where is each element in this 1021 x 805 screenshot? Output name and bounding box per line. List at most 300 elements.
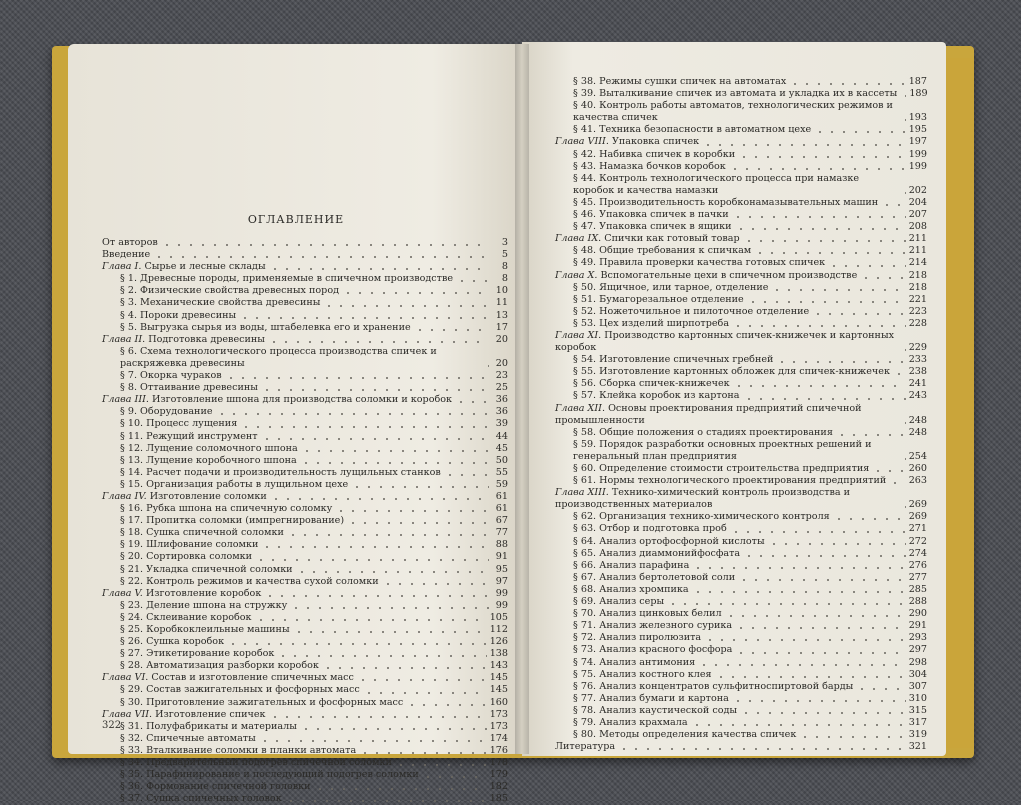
- toc-entry-text: [120, 721, 297, 733]
- toc-entry-title: § 2. Физические свойства древесных пород: [120, 285, 340, 297]
- toc-entry-text: [555, 330, 897, 354]
- toc-entry-title: § 29. Состав зажигательных и фосфорных масс: [120, 684, 360, 696]
- dot-leader: [814, 125, 905, 134]
- dot-leader: [382, 577, 489, 586]
- toc-entry-title: § 66. Анализ парафина: [573, 559, 690, 571]
- toc-page-number: 39: [495, 418, 508, 430]
- toc-entry: [555, 294, 927, 306]
- toc-entry-title: § 13. Лущение коробочного шпона: [120, 454, 297, 466]
- toc-chapter-label: Глава II.: [102, 333, 146, 345]
- toc-page-number: 88: [495, 539, 508, 551]
- dot-leader: [314, 782, 487, 791]
- toc-entry-text: [573, 76, 786, 88]
- toc-page-number: 97: [495, 575, 508, 587]
- dot-leader: [293, 625, 487, 634]
- toc-entry: [102, 273, 508, 285]
- toc-entry: [555, 729, 927, 741]
- toc-entry-title: § 78. Анализ каустической соды: [573, 704, 738, 716]
- dot-leader: [347, 516, 489, 525]
- toc-page-number: 208: [908, 221, 927, 233]
- dot-leader: [359, 746, 487, 755]
- dot-leader: [296, 565, 489, 574]
- toc-entry-title: § 33. Вталкивание соломки в планки автомата: [120, 744, 357, 756]
- toc-entry-text: [573, 124, 811, 136]
- toc-entry-text: [120, 600, 287, 612]
- toc-entry-title: Технико-химический контроль производства и производственных материалов: [555, 487, 851, 511]
- toc-page-number: 185: [489, 793, 508, 805]
- dot-leader: [323, 299, 489, 308]
- toc-entry-text: [102, 261, 266, 273]
- toc-entry: [555, 427, 927, 439]
- toc-page-number: 197: [908, 136, 927, 148]
- toc-entry-text: [102, 588, 261, 600]
- dot-leader: [301, 444, 489, 453]
- toc-entry: [555, 705, 927, 717]
- toc-entry-title: § 79. Анализ крахмала: [573, 716, 688, 728]
- toc-entry: [102, 443, 508, 455]
- toc-entry-title: § 1. Древесные породы, применяемые в спичечном производстве: [120, 273, 454, 285]
- dot-leader: [357, 673, 487, 682]
- toc-entry-title: § 77. Анализ бумаги и картона: [573, 692, 729, 704]
- toc-entry-text: [102, 249, 150, 261]
- toc-entry: [555, 596, 927, 608]
- toc-page-number: 13: [495, 309, 508, 321]
- toc-entry-title: § 80. Методы определения качества спичек: [573, 729, 797, 741]
- toc-chapter-entry: [102, 672, 508, 684]
- dot-leader: [836, 428, 906, 437]
- toc-entry-title: Спички как готовый товар: [604, 233, 740, 245]
- toc-page-number: 274: [908, 547, 927, 559]
- toc-entry: [102, 285, 508, 297]
- dot-leader: [422, 770, 487, 779]
- dot-leader: [692, 585, 906, 594]
- toc-entry: [102, 467, 508, 479]
- toc-entry-title: Изготовление соломки: [149, 490, 267, 502]
- toc-entry-title: § 45. Производительность коробконамазывательных машин: [573, 196, 879, 208]
- toc-page-number: 195: [908, 124, 927, 136]
- dot-leader: [747, 295, 906, 304]
- toc-page-number: 199: [908, 148, 927, 160]
- dot-leader: [259, 734, 487, 743]
- toc-page-number: 105: [489, 611, 508, 623]
- toc-page-number: 204: [908, 196, 927, 208]
- toc-page-number: 99: [495, 587, 508, 599]
- toc-entry-text: [573, 523, 727, 535]
- dot-leader: [240, 420, 489, 429]
- toc-entry: [555, 390, 927, 402]
- toc-entry: [102, 733, 508, 745]
- toc-entry: [102, 757, 508, 769]
- toc-entry-text: [555, 487, 897, 511]
- toc-chapter-label: Глава IV.: [102, 490, 147, 502]
- toc-heading: ОГЛАВЛЕНИЕ: [247, 213, 345, 226]
- toc-entry-title: § 49. Правила проверки качества готовых спичек: [573, 257, 826, 269]
- toc-entry: [102, 648, 508, 660]
- dot-leader: [900, 343, 906, 352]
- toc-entry-title: § 51. Бумагорезальное отделение: [573, 293, 744, 305]
- dot-leader: [893, 367, 906, 376]
- toc-page-number: 10: [495, 285, 508, 297]
- toc-page-number: 36: [495, 406, 508, 418]
- toc-chapter-label: Глава VIII.: [555, 136, 609, 148]
- toc-entry-text: [555, 136, 699, 148]
- toc-entry-text: [120, 515, 344, 527]
- toc-entry-text: [573, 511, 830, 523]
- dot-leader: [153, 250, 489, 259]
- toc-entry-title: § 27. Этикетирование коробок: [120, 648, 275, 660]
- toc-list-left: [102, 237, 508, 805]
- toc-entry: [555, 548, 927, 560]
- toc-entry-title: § 72. Анализ пиролюзита: [573, 632, 702, 644]
- dot-leader: [691, 718, 906, 727]
- toc-entry-title: § 22. Контроль режимов и качества сухой соломки: [120, 575, 379, 587]
- toc-entry-title: Состав и изготовление спичечных масс: [151, 672, 354, 684]
- toc-page-number: 179: [489, 769, 508, 781]
- book-gutter: [515, 44, 529, 754]
- toc-entry-text: [120, 612, 252, 624]
- toc-entry-text: [573, 572, 735, 584]
- toc-page-number: 229: [908, 342, 927, 354]
- toc-page-number: 112: [489, 624, 508, 635]
- toc-page-number: 8: [501, 261, 508, 273]
- dot-leader: [444, 468, 489, 477]
- toc-entry-text: [120, 624, 290, 636]
- toc-entry-text: [573, 596, 664, 608]
- toc-entry: [555, 439, 927, 463]
- toc-chapter-entry: [555, 136, 927, 148]
- toc-page-number: 36: [495, 394, 508, 406]
- toc-page-number: 44: [495, 430, 508, 442]
- toc-entry-title: § 42. Набивка спичек в коробки: [573, 148, 736, 160]
- toc-page-number: 263: [908, 475, 927, 487]
- toc-entry-text: [573, 644, 732, 656]
- toc-page-number: 45: [495, 442, 508, 454]
- toc-entry-title: Изготовление спичек: [155, 708, 266, 720]
- toc-entry: [555, 511, 927, 523]
- toc-entry: [555, 100, 927, 124]
- toc-entry-text: [573, 149, 735, 161]
- toc-entry-title: § 20. Сортировка соломки: [120, 551, 253, 563]
- toc-entry-text: [120, 527, 284, 539]
- dot-leader: [812, 307, 906, 316]
- toc-entry-text: [573, 282, 768, 294]
- toc-chapter-label: Глава V.: [102, 587, 143, 599]
- toc-entry-text: [120, 443, 298, 455]
- toc-entry-title: § 56. Сборка спичек-книжечек: [573, 378, 730, 390]
- toc-entry-text: [555, 741, 615, 753]
- toc-entry-title: § 50. Ящичное, или тарное, отделение: [573, 281, 769, 293]
- toc-entry: [555, 681, 927, 693]
- toc-list-right: [555, 76, 927, 753]
- toc-entry-text: [102, 237, 158, 249]
- toc-entry-title: § 44. Контроль технологического процесса при намазке коробок и качества намазки: [573, 172, 860, 196]
- dot-leader: [743, 549, 906, 558]
- toc-entry-text: [573, 475, 886, 487]
- toc-page-number: 238: [908, 366, 927, 378]
- dot-leader: [833, 512, 906, 521]
- toc-entry-text: [120, 370, 222, 382]
- dot-leader: [255, 553, 489, 562]
- toc-entry-text: [120, 322, 411, 334]
- toc-entry-text: [120, 697, 403, 709]
- toc-page-number: 67: [495, 515, 508, 527]
- toc-entry: [555, 88, 927, 100]
- toc-entry: [102, 636, 508, 648]
- toc-page-number: 3: [501, 237, 508, 248]
- toc-entry-title: Изготовление шпона для производства соломки и коробок: [152, 394, 453, 406]
- toc-entry-title: § 55. Изготовление картонных обложек для спичек-книжечек: [573, 366, 890, 378]
- toc-page-number: 61: [495, 490, 508, 502]
- toc-entry-text: [573, 306, 809, 318]
- toc-entry-text: [120, 382, 258, 394]
- dot-leader: [618, 742, 906, 751]
- dot-leader: [239, 311, 489, 320]
- toc-entry-title: § 32. Спичечные автоматы: [120, 732, 256, 744]
- toc-chapter-entry: [102, 588, 508, 600]
- toc-page-number: 173: [489, 708, 508, 720]
- dot-leader: [872, 464, 905, 473]
- toc-entry: [555, 173, 927, 197]
- toc-page-number: 228: [908, 317, 927, 329]
- toc-entry: [102, 539, 508, 551]
- toc-entry-text: [573, 161, 726, 173]
- toc-entry-text: [573, 536, 765, 548]
- toc-page-number: 11: [495, 297, 508, 309]
- dot-leader: [270, 492, 489, 501]
- toc-entry-text: [573, 463, 869, 475]
- toc-page-number: 211: [908, 245, 927, 257]
- toc-entry-title: § 61. Нормы технологического проектирования предприятий: [573, 475, 887, 487]
- dot-leader: [277, 649, 486, 658]
- toc-page-number: 143: [489, 660, 508, 672]
- toc-page-number: 207: [908, 209, 927, 221]
- toc-entry-text: [555, 403, 897, 427]
- toc-page-number: 23: [495, 370, 508, 382]
- toc-entry-text: [573, 729, 796, 741]
- toc-entry-text: [120, 733, 256, 745]
- dot-leader: [285, 794, 487, 803]
- toc-entry: [555, 741, 927, 753]
- toc-entry-text: [120, 455, 297, 467]
- toc-entry-text: [573, 427, 833, 439]
- toc-entry-text: [573, 88, 897, 100]
- toc-entry: [102, 660, 508, 672]
- toc-entry: [555, 536, 927, 548]
- toc-entry-title: От авторов: [102, 237, 158, 248]
- toc-entry-title: Литература: [555, 741, 616, 753]
- toc-entry-title: § 23. Деление шпона на стружку: [120, 599, 288, 611]
- toc-entry: [102, 479, 508, 491]
- dot-leader: [300, 722, 487, 731]
- toc-entry: [555, 161, 927, 173]
- toc-entry-text: [573, 257, 825, 269]
- toc-entry: [102, 503, 508, 515]
- toc-entry-title: § 31. Полуфабрикаты и материалы: [120, 720, 297, 732]
- toc-entry-text: [120, 418, 237, 430]
- toc-page-number: 291: [908, 620, 927, 632]
- toc-page-number: 288: [908, 596, 927, 608]
- toc-entry-text: [120, 660, 319, 672]
- dot-leader: [754, 246, 905, 255]
- left-page: [68, 44, 524, 805]
- dot-leader: [738, 573, 906, 582]
- toc-entry: [555, 693, 927, 705]
- toc-entry: [555, 717, 927, 729]
- toc-entry: [555, 306, 927, 318]
- dot-leader: [261, 383, 489, 392]
- toc-entry-title: § 25. Коробкоклеильные машины: [120, 624, 290, 635]
- toc-entry-title: § 76. Анализ концентратов сульфитноспиртовой барды: [573, 680, 854, 692]
- toc-entry: [555, 209, 927, 221]
- toc-entry-title: § 16. Рубка шпона на спичечную соломку: [120, 503, 333, 515]
- toc-entry-text: [120, 684, 360, 696]
- toc-page-number: 59: [495, 478, 508, 490]
- dot-leader: [702, 138, 906, 147]
- dot-leader: [161, 238, 489, 247]
- dot-leader: [300, 456, 489, 465]
- toc-page-number: 8: [501, 273, 508, 285]
- toc-entry: [102, 527, 508, 539]
- toc-entry-title: § 63. Отбор и подготовка проб: [573, 523, 727, 535]
- toc-page-number: 298: [908, 656, 927, 668]
- toc-entry-text: [102, 672, 354, 684]
- toc-entry-text: [120, 793, 282, 805]
- dot-leader: [261, 540, 489, 549]
- toc-entry-text: [120, 576, 379, 588]
- toc-entry-text: [555, 233, 740, 245]
- dot-leader: [900, 113, 906, 122]
- toc-entry-title: Подготовка древесины: [148, 333, 265, 345]
- toc-entry: [102, 684, 508, 696]
- toc-entry-text: [573, 100, 897, 124]
- toc-entry: [102, 793, 508, 805]
- toc-entry-title: § 47. Упаковка спичек в ящики: [573, 221, 732, 233]
- toc-entry-title: § 65. Анализ диаммонийфосфата: [573, 547, 741, 559]
- dot-leader: [881, 198, 906, 207]
- toc-page-number: 91: [495, 551, 508, 563]
- dot-leader: [900, 89, 906, 98]
- dot-leader: [725, 609, 906, 618]
- dot-leader: [743, 392, 906, 401]
- toc-entry-text: [120, 564, 293, 576]
- toc-page-number: 199: [908, 160, 927, 172]
- toc-entry-title: § 21. Укладка спичечной соломки: [120, 563, 293, 575]
- toc-page-number: 5: [501, 249, 508, 261]
- dot-leader: [789, 77, 905, 86]
- toc-page-number: 17: [495, 321, 508, 333]
- toc-page-number: 55: [495, 466, 508, 478]
- dot-leader: [290, 601, 489, 610]
- toc-page-number: 61: [495, 503, 508, 515]
- dot-leader: [900, 186, 906, 195]
- toc-entry-title: § 57. Клейка коробок из картона: [573, 390, 740, 402]
- toc-entry: [555, 354, 927, 366]
- toc-chapter-entry: [102, 334, 508, 346]
- toc-entry: [102, 406, 508, 418]
- toc-entry-title: § 17. Пропитка соломки (импрегнирование): [120, 515, 345, 527]
- toc-entry-text: [573, 318, 729, 330]
- toc-entry-text: [120, 769, 419, 781]
- toc-entry-text: [102, 709, 266, 721]
- dot-leader: [735, 621, 906, 630]
- toc-entry: [102, 576, 508, 588]
- toc-entry-text: [573, 548, 740, 560]
- toc-entry-text: [573, 620, 732, 632]
- toc-entry-text: [573, 378, 730, 390]
- dot-leader: [715, 670, 906, 679]
- toc-entry-text: [102, 491, 267, 503]
- toc-entry-text: [120, 431, 258, 443]
- toc-page-number: 214: [908, 257, 927, 269]
- toc-page-number: 202: [908, 184, 927, 196]
- toc-page-number: 173: [489, 720, 508, 732]
- dot-leader: [225, 371, 489, 380]
- toc-entry: [555, 560, 927, 572]
- toc-page-number: 218: [908, 269, 927, 281]
- toc-page-number: 218: [908, 281, 927, 293]
- toc-entry-title: § 10. Процесс лущения: [120, 418, 238, 430]
- dot-leader: [732, 210, 906, 219]
- toc-entry-title: § 48. Общие требования к спичкам: [573, 245, 752, 257]
- toc-entry-text: [120, 467, 441, 479]
- toc-entry-text: [573, 560, 689, 572]
- toc-page-number: 211: [908, 233, 927, 245]
- toc-page-number: 20: [495, 333, 508, 345]
- toc-entry: [555, 657, 927, 669]
- toc-page-number: 145: [489, 684, 508, 696]
- dot-leader: [335, 504, 489, 513]
- toc-chapter-entry: [102, 394, 508, 406]
- toc-entry-title: § 7. Окорка чураков: [120, 370, 222, 382]
- dot-leader: [406, 698, 486, 707]
- toc-entry-title: § 24. Склеивание коробок: [120, 611, 252, 623]
- toc-entry-text: [573, 390, 740, 402]
- dot-leader: [740, 706, 906, 715]
- toc-page-number: 174: [489, 732, 508, 744]
- toc-entry-title: § 64. Анализ ортофосфорной кислоты: [573, 535, 765, 547]
- dot-leader: [227, 637, 487, 646]
- toc-entry-title: § 36. Формование спичечной головки: [120, 781, 311, 793]
- toc-chapter-label: Глава IX.: [555, 233, 602, 245]
- toc-entry: [555, 257, 927, 269]
- dot-leader: [269, 710, 487, 719]
- dot-leader: [732, 694, 906, 703]
- toc-entry: [102, 382, 508, 394]
- toc-chapter-label: Глава VI.: [102, 672, 149, 684]
- toc-entry-title: § 41. Техника безопасности в автоматном цехе: [573, 124, 812, 136]
- dot-leader: [860, 271, 905, 280]
- toc-entry: [555, 197, 927, 209]
- dot-leader: [735, 646, 905, 655]
- dot-leader: [889, 476, 905, 485]
- toc-entry: [102, 745, 508, 757]
- toc-entry-text: [120, 297, 320, 309]
- toc-page-number: 95: [495, 563, 508, 575]
- dot-leader: [900, 452, 906, 461]
- toc-entry: [102, 346, 508, 370]
- toc-page-number: 138: [489, 648, 508, 660]
- toc-page-number: 260: [908, 463, 927, 474]
- toc-entry: [555, 463, 927, 475]
- dot-leader: [456, 274, 489, 283]
- toc-entry-title: § 30. Приготовление зажигательных и фосфорных масс: [120, 696, 404, 708]
- toc-entry-text: [120, 745, 356, 757]
- toc-chapter-label: Глава VII.: [102, 708, 153, 720]
- toc-entry-text: [573, 584, 689, 596]
- toc-entry-title: § 3. Механические свойства древесины: [120, 297, 321, 309]
- toc-page-number: 160: [489, 696, 508, 708]
- toc-page-number: 304: [908, 668, 927, 680]
